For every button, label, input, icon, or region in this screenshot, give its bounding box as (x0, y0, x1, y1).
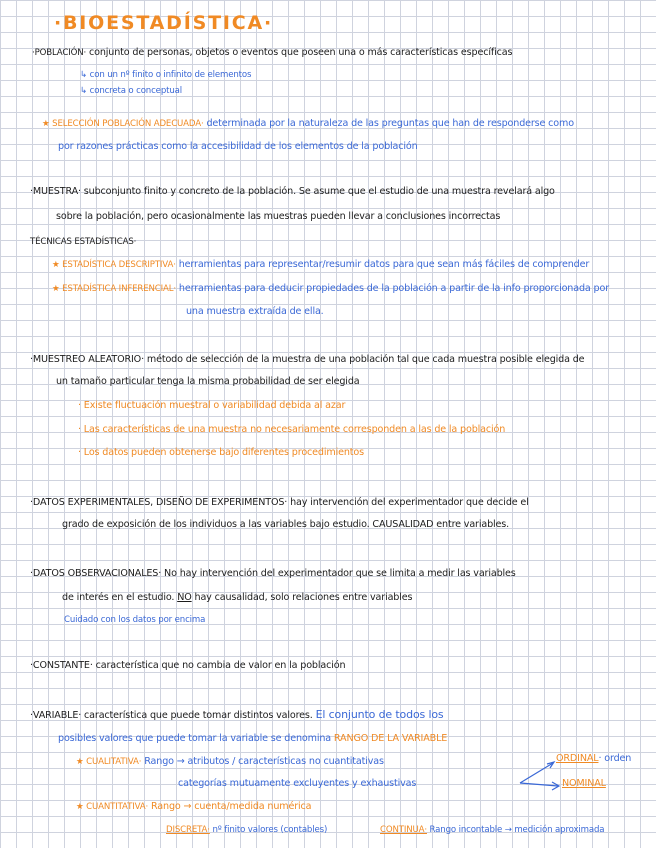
muestreo-bullet-3: · Los datos pueden obtenerse bajo diferentes procedimientos (78, 447, 364, 458)
poblacion-sub-concreta: ↳ concreta o conceptual (80, 86, 182, 96)
muestreo-bullet-2: · Las características de una muestra no necesariamente corresponden a las de la población (78, 424, 506, 435)
inferencial-definition: herramientas para deducir propiedades de la población a partir de la info proporcionada por (175, 283, 609, 294)
tecnicas-heading: TÉCNICAS ESTADÍSTICAS· (30, 237, 137, 247)
constante-line: ·CONSTANTE· característica que no cambia de valor en la población (30, 660, 346, 671)
descriptiva-definition: herramientas para representar/resumir datos para que sean más fáciles de comprender (175, 259, 590, 270)
discreta-definition: nº finito valores (contables) (209, 825, 328, 835)
poblacion-definition: conjunto de personas, objetos o eventos que poseen una o más características específicas (86, 47, 513, 58)
variable-rango-term: RANGO DE LA VARIABLE (333, 733, 448, 744)
experimentales-line-1: ·DATOS EXPERIMENTALES, DISEÑO DE EXPERIMENTOS· hay intervención del experimentador que decide el (30, 497, 529, 508)
ordinal-note: · orden (598, 753, 632, 764)
arrow-to-ordinal-icon (520, 763, 553, 783)
observacionales-no: NO (177, 592, 192, 603)
muestra-line-2: sobre la población, pero ocasionalmente las muestras pueden llevar a conclusiones incorrectas (56, 211, 501, 222)
arrow-to-nominal-icon (520, 783, 558, 786)
muestreo-line-2: un tamaño particular tenga la misma probabilidad de ser elegida (56, 376, 360, 387)
muestreo-line-1: ·MUESTREO ALEATORIO· método de selección de la muestra de una población tal que cada muestra posible elegida de (30, 354, 585, 365)
observacionales-text-a: de interés en el estudio. (62, 592, 178, 603)
page-title: ·BIOESTADÍSTICA· (54, 12, 273, 34)
cualitativa-categorias: categorías mutuamente excluyentes y exhaustivas (178, 778, 417, 789)
variable-rango-text: posibles valores que puede tomar la variable se denomina (58, 733, 334, 744)
observacionales-text-b: hay causalidad, solo relaciones entre variables (191, 592, 413, 603)
cuantitativa-definition: Rango → cuenta/medida numérica (148, 801, 312, 812)
inferencial-term: ★ ESTADÍSTICA INFERENCIAL· (52, 284, 176, 294)
experimentales-line-2: grado de exposición de los individuos a las variables bajo estudio. CAUSALIDAD entre variables. (62, 519, 510, 530)
muestra-line-1: ·MUESTRA· subconjunto finito y concreto de la población. Se asume que el estudio de una muestra revelará algo (30, 186, 555, 197)
seleccion-term: ★ SELECCIÓN POBLACIÓN ADECUADA· (42, 119, 204, 129)
continua-term: CONTINUA· (380, 825, 427, 835)
descriptiva-term: ★ ESTADÍSTICA DESCRIPTIVA· (52, 260, 176, 270)
poblacion-sub-finito: ↳ con un nº finito o infinito de elementos (80, 70, 252, 80)
cuantitativa-term: ★ CUANTITATIVA· (76, 802, 149, 812)
seleccion-definition: determinada por la naturaleza de las preguntas que han de responderse como (203, 118, 574, 129)
seleccion-line-2: por razones prácticas como la accesibilidad de los elementos de la población (58, 141, 418, 152)
poblacion-term: ·POBLACIÓN· (32, 48, 87, 58)
variable-conjunto: El conjunto de todos los (315, 708, 444, 721)
discreta-term: DISCRETA· (166, 825, 210, 835)
observacionales-note: Cuidado con los datos por encima (64, 615, 206, 625)
cualitativa-term: ★ CUALITATIVA· (76, 757, 142, 767)
cualitativa-definition: Rango → atributos / características no cuantitativas (141, 756, 384, 767)
inferencial-line-2: una muestra extraída de ella. (186, 306, 324, 317)
observacionales-line-1: ·DATOS OBSERVACIONALES· No hay intervención del experimentador que se limita a medir las variables (30, 568, 516, 579)
nominal-label: NOMINAL (562, 778, 606, 789)
ordinal-label: ORDINAL (556, 753, 599, 764)
muestreo-bullet-1: · Existe fluctuación muestral o variabilidad debida al azar (78, 400, 346, 411)
variable-definition: ·VARIABLE· característica que puede tomar distintos valores. (30, 710, 316, 721)
continua-definition: Rango incontable → medición aproximada (426, 825, 605, 835)
